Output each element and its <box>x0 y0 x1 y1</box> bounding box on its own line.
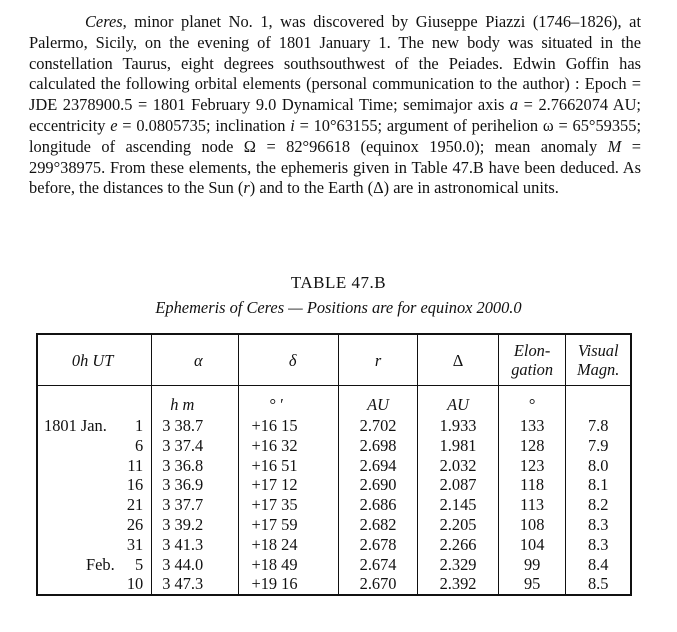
cell-dec: +18 49 <box>239 555 339 575</box>
cell-date-day: 6 <box>135 435 144 455</box>
table-title: TABLE 47.B <box>290 273 387 292</box>
cell-date-day: 1 <box>135 416 144 435</box>
header-magnitude-line1: Visual <box>577 341 619 360</box>
cell-delta: 2.205 <box>418 515 499 535</box>
ceres-name: Ceres <box>85 12 123 31</box>
unit-magnitude <box>566 386 631 417</box>
unit-ra: h m <box>152 386 239 417</box>
symbol-m: M <box>607 136 622 156</box>
cell-delta: 2.087 <box>418 475 499 495</box>
cell-dec: +17 59 <box>239 515 339 535</box>
table-row <box>37 574 631 595</box>
paragraph-text-2: = 2.7662074 AU; eccentricity <box>29 95 641 135</box>
cell-elongation: 128 <box>498 436 565 456</box>
cell-date <box>37 574 152 595</box>
cell-date-day: 26 <box>126 514 144 534</box>
cell-elongation: 133 <box>498 416 565 436</box>
header-ra: α <box>152 334 239 386</box>
table-subtitle: Ephemeris of Ceres — Positions are for equinox 2000.0 <box>155 298 522 317</box>
cell-elongation: 123 <box>498 456 565 476</box>
symbol-a: a <box>509 95 519 115</box>
table-row <box>37 535 631 555</box>
cell-delta: 1.933 <box>418 416 499 436</box>
header-row <box>37 334 631 386</box>
cell-elongation: 108 <box>498 515 565 535</box>
header-dec: δ <box>239 334 339 386</box>
table-row <box>37 475 631 495</box>
cell-dec: +16 51 <box>239 456 339 476</box>
cell-delta: 1.981 <box>418 436 499 456</box>
header-magnitude-line2: Magn. <box>577 360 620 379</box>
cell-r: 2.678 <box>338 535 417 555</box>
cell-delta: 2.266 <box>418 535 499 555</box>
cell-r: 2.694 <box>338 456 417 476</box>
table-row <box>37 515 631 535</box>
cell-dec: +16 15 <box>239 416 339 436</box>
units-row <box>37 386 631 417</box>
cell-date <box>37 495 152 515</box>
cell-magnitude: 8.2 <box>566 495 631 515</box>
cell-delta: 2.329 <box>418 555 499 575</box>
cell-elongation: 95 <box>498 574 565 595</box>
cell-date <box>37 416 152 436</box>
table-row <box>37 495 631 515</box>
cell-magnitude: 7.9 <box>566 436 631 456</box>
table-row <box>37 456 631 476</box>
header-elongation-line1: Elon- <box>513 341 551 360</box>
cell-date <box>37 475 152 495</box>
cell-r: 2.702 <box>338 416 417 436</box>
cell-magnitude: 7.8 <box>566 416 631 436</box>
unit-dec: ° ′ <box>239 386 339 417</box>
header-magnitude <box>566 334 631 386</box>
symbol-i: i <box>290 115 295 135</box>
cell-magnitude: 8.1 <box>566 475 631 495</box>
cell-date-day: 11 <box>127 455 144 475</box>
cell-ra: 3 37.4 <box>152 436 239 456</box>
cell-ra: 3 38.7 <box>152 416 239 436</box>
cell-r: 2.674 <box>338 555 417 575</box>
header-r: r <box>338 334 417 386</box>
cell-dec: +17 35 <box>239 495 339 515</box>
cell-dec: +17 12 <box>239 475 339 495</box>
cell-r: 2.698 <box>338 436 417 456</box>
cell-ra: 3 36.8 <box>152 456 239 476</box>
symbol-e: e <box>110 115 118 135</box>
header-date: 0h UT <box>37 334 152 386</box>
cell-r: 2.682 <box>338 515 417 535</box>
cell-date-day: 5 <box>135 554 144 574</box>
unit-elongation: ° <box>498 386 565 417</box>
table-row <box>37 436 631 456</box>
cell-magnitude: 8.4 <box>566 555 631 575</box>
header-delta: Δ <box>418 334 499 386</box>
cell-ra: 3 36.9 <box>152 475 239 495</box>
cell-ra: 3 37.7 <box>152 495 239 515</box>
intro-paragraph <box>29 12 641 199</box>
cell-ra: 3 47.3 <box>152 574 239 595</box>
table-row <box>37 416 631 436</box>
paragraph-text-6: ) and to the Earth (Δ) are in astronomical units. <box>249 178 559 198</box>
cell-elongation: 113 <box>498 495 565 515</box>
cell-date-day: 21 <box>126 495 144 515</box>
paragraph-text-3: = 0.0805735; inclination <box>117 115 291 135</box>
cell-magnitude: 8.5 <box>566 574 631 595</box>
cell-ra: 3 39.2 <box>152 515 239 535</box>
cell-r: 2.686 <box>338 495 417 515</box>
unit-r: AU <box>338 386 417 417</box>
header-elongation <box>498 334 565 386</box>
header-elongation-line2: gation <box>511 360 554 379</box>
cell-delta: 2.032 <box>418 456 499 476</box>
cell-date-day: 31 <box>126 534 144 554</box>
cell-magnitude: 8.3 <box>566 535 631 555</box>
table-row <box>37 555 631 575</box>
cell-elongation: 118 <box>498 475 565 495</box>
cell-magnitude: 8.0 <box>566 456 631 476</box>
unit-delta: AU <box>418 386 499 417</box>
cell-delta: 2.145 <box>418 495 499 515</box>
paragraph-text-4: = 10°63155; argument of perihelion ω = 65°59355; longitude of ascending node Ω = 82°96618 (equinox 1950.0); mean anomaly <box>29 115 641 156</box>
paragraph-text-5: = 299°38975. From these elements, the ephemeris given in Table 47.B have been deduced. As before, the distances to the Sun ( <box>29 136 641 198</box>
cell-date <box>37 535 152 555</box>
table-body <box>37 386 631 596</box>
cell-dec: +18 24 <box>239 535 339 555</box>
ephemeris-table <box>36 333 632 596</box>
cell-date <box>37 456 152 476</box>
cell-elongation: 99 <box>498 555 565 575</box>
cell-elongation: 104 <box>498 535 565 555</box>
symbol-r: r <box>243 178 250 198</box>
cell-date <box>37 555 152 575</box>
cell-r: 2.690 <box>338 475 417 495</box>
cell-dec: +19 16 <box>239 574 339 595</box>
cell-delta: 2.392 <box>418 574 499 595</box>
cell-ra: 3 41.3 <box>152 535 239 555</box>
cell-ra: 3 44.0 <box>152 555 239 575</box>
cell-date-day: 10 <box>126 574 144 594</box>
cell-magnitude: 8.3 <box>566 515 631 535</box>
cell-date <box>37 436 152 456</box>
cell-date-month: Feb. <box>86 554 115 574</box>
paragraph-text-1: , minor planet No. 1, was discovered by Giuseppe Piazzi (1746–1826), at Palermo, Sicily, on the evening of 1801 January 1. The new body was situated in the constellation Taurus, eight degrees southsouthwest of the Peiades. Edwin Goffin has calculated the following orbital elements (personal communication to the author) : Epoch = JDE 2378900.5 = 1801 February 9.0 Dynamical Time; semimajor axis <box>29 12 641 115</box>
cell-dec: +16 32 <box>239 436 339 456</box>
unit-date <box>37 386 152 417</box>
cell-r: 2.670 <box>338 574 417 595</box>
cell-date-day: 16 <box>126 475 144 495</box>
cell-date <box>37 515 152 535</box>
cell-date-month: 1801 Jan. <box>44 416 107 435</box>
